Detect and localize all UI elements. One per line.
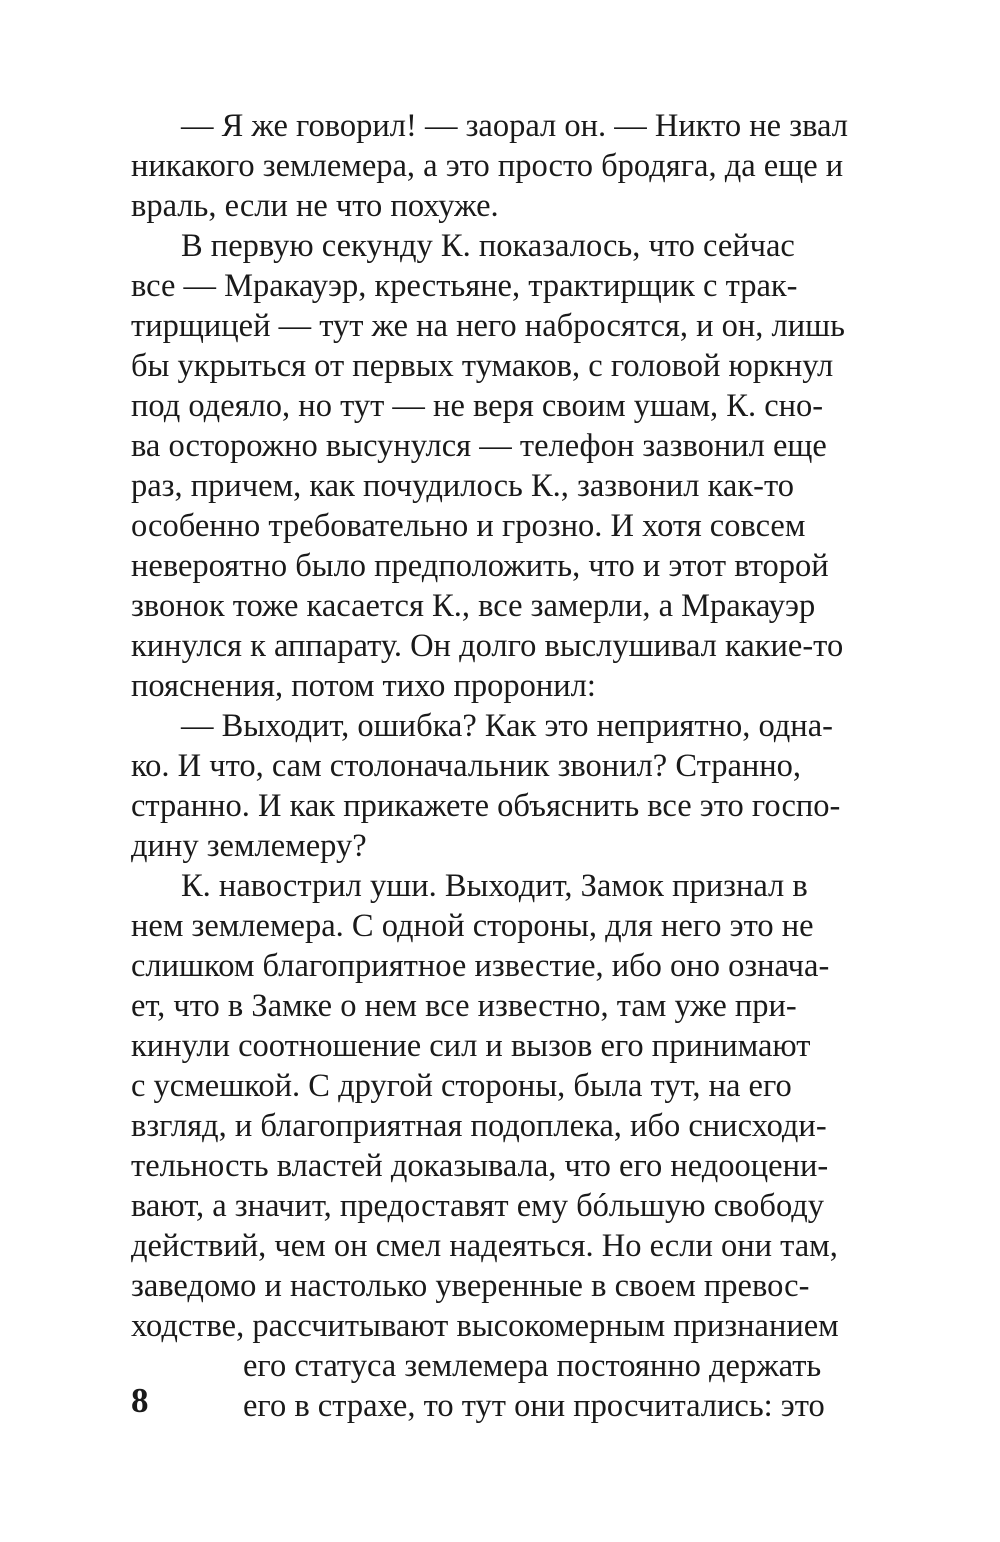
text-line: — Выходит, ошибка? Как это неприятно, одна- xyxy=(181,708,833,744)
text-line: дину землемеру? xyxy=(131,828,367,864)
text-line: заведомо и настолько уверенные в своем превос- xyxy=(131,1268,810,1304)
text-line: все — Мракауэр, крестьяне, трактирщик с трак- xyxy=(131,268,798,304)
text-line: кинулся к аппарату. Он долго выслушивал какие-то xyxy=(131,628,844,664)
text-line: пояснения, потом тихо проронил: xyxy=(131,668,596,704)
text-line: никакого землемера, а это просто бродяга, да еще и xyxy=(131,148,844,184)
text-line: ет, что в Замке о нем все известно, там уже при- xyxy=(131,988,797,1024)
text-line: слишком благоприятное известие, ибо оно означа- xyxy=(131,948,830,984)
text-line: с усмешкой. С другой стороны, была тут, на его xyxy=(131,1068,792,1104)
text-line: его статуса землемера постоянно держать xyxy=(243,1348,822,1384)
text-line: бы укрыться от первых тумаков, с головой юркнул xyxy=(131,348,834,384)
text-line: ко. И что, сам столоначальник звонил? Странно, xyxy=(131,748,802,784)
text-line: вают, а значит, предоставят ему бóльшую свободу xyxy=(131,1188,825,1224)
text-line: ходстве, рассчитывают высокомерным признанием xyxy=(131,1308,839,1344)
text-line: его в страхе, то тут они просчитались: это xyxy=(243,1388,825,1424)
text-line: под одеяло, но тут — не веря своим ушам, К. сно- xyxy=(131,388,824,424)
text-line: нем землемера. С одной стороны, для него это не xyxy=(131,908,814,944)
text-line: странно. И как прикажете объяснить все это госпо- xyxy=(131,788,841,824)
text-line: враль, если не что похуже. xyxy=(131,188,499,224)
text-line: К. навострил уши. Выходит, Замок признал в xyxy=(181,868,808,904)
text-line: тирщицей — тут же на него набросятся, и он, лишь xyxy=(131,308,845,344)
text-line: особенно требовательно и грозно. И хотя совсем xyxy=(131,508,806,544)
text-line: звонок тоже касается К., все замерли, а Мракауэр xyxy=(131,588,816,624)
page-number: 8 xyxy=(131,1381,149,1420)
text-line: — Я же говорил! — заорал он. — Никто не звал xyxy=(181,108,848,144)
text-line: тельность властей доказывала, что его недооцени- xyxy=(131,1148,829,1184)
text-line: раз, причем, как почудилось К., зазвонил как-то xyxy=(131,468,794,504)
text-line: действий, чем он смел надеяться. Но если они там, xyxy=(131,1228,838,1264)
text-line: невероятно было предположить, что и этот второй xyxy=(131,548,829,584)
text-line: взгляд, и благоприятная подоплека, ибо снисходи- xyxy=(131,1108,827,1144)
text-line: ва осторожно высунулся — телефон зазвонил еще xyxy=(131,428,827,464)
text-line: В первую секунду К. показалось, что сейчас xyxy=(181,228,795,264)
text-line: кинули соотношение сил и вызов его принимают xyxy=(131,1028,811,1064)
